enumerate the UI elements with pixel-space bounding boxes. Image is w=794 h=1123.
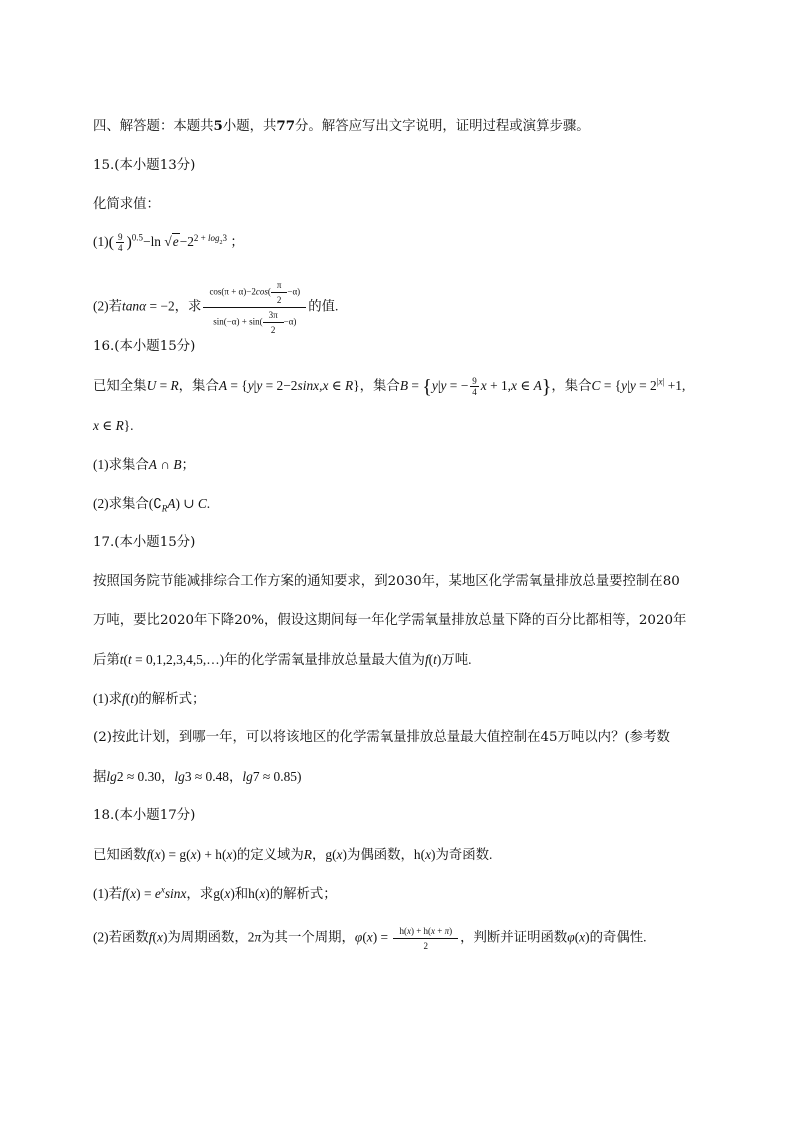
problem-17-part-2a: (2)按此计划，到哪一年，可以将该地区的化学需氧量排放总量最大值控制在45万吨以内？(参考数: [93, 730, 670, 745]
part-2-label: (2): [93, 298, 109, 314]
problem-15-part-2: (2)若tanα = −2，求 cos(π + α)−2cos( $\frac{\pi}{2}$ −α) sin(−α) + sin( $\frac{3\pi}{2}$ −α) 的值.: [93, 280, 339, 335]
problem-16-part-2: (2)求集合$(∁_RA)$ ∪ C.: [93, 496, 211, 514]
section-heading-mid: 小题，共: [222, 119, 277, 134]
problem-15-header: 15.(本小题13分): [93, 158, 196, 173]
total-points: 77: [276, 118, 296, 134]
question-count: 5: [213, 118, 223, 134]
section-heading: [93, 116, 704, 137]
problem-17-text-2: 万吨，要比2020年下降20%，假设这期间每一年化学需氧量排放总量下降的百分比都相等，2020年: [93, 613, 687, 628]
problem-17-part-1: (1)求f(t)的解析式；: [93, 691, 206, 706]
problem-16-intro-line1: 已知全集U = R，集合A = {y|y = 2−2sinx,x ∈ R}，集合B = {y|y = − $\frac{9}{4}$ x + 1,x ∈ A}，集合$C = \{y|y = 2^{|x|} +1$,: [93, 375, 686, 398]
problem-16-part-1: (1)求集合A ∩ B；: [93, 457, 195, 472]
problem-16-header: 16.(本小题15分): [93, 339, 196, 354]
problem-17-text-3: 后第t(t = 0,1,2,3,4,5,…)年的化学需氧量排放总量最大值为f(t)万吨.: [93, 652, 472, 667]
part-1-label: (1): [93, 234, 109, 249]
problem-16-intro-line2: x ∈ R}.: [93, 418, 134, 433]
problem-18-part-2: (2)若函数f(x)为周期函数，2π为其一个周期，φ(x) = $\frac{h(x) + h(x + \pi)}{2}$ ，判断并证明函数φ(x)的奇偶性.: [93, 926, 647, 951]
problem-15-intro: 化简求值：: [93, 197, 160, 212]
problem-18-part-1: (1)若$f(x) = e^x\sin x$，求g(x)和h(x)的解析式；: [93, 884, 337, 901]
problem-17-text-1: 按照国务院节能减排综合工作方案的通知要求，到2030年，某地区化学需氧量排放总量要控制在80: [93, 574, 680, 589]
section-heading-suffix: 分。解答应写出文字说明，证明过程或演算步骤。: [295, 119, 590, 134]
section-heading-prefix: 四、解答题：本题共: [93, 119, 214, 134]
problem-18-header: 18.(本小题17分): [93, 808, 196, 823]
problem-17-header: 17.(本小题15分): [93, 535, 196, 550]
problem-18-intro: 已知函数f(x) = g(x) + h(x)的定义域为R，g(x)为偶函数，h(x)为奇函数.: [93, 847, 493, 862]
problem-15-part-1: (1)( $\frac{9}{4}$ )$^{0.5}$−ln $√e-2^{2 + log_23}$ ；: [93, 232, 244, 254]
problem-17-part-2b: 据lg2 ≈ 0.30，lg3 ≈ 0.48，lg7 ≈ 0.85): [93, 769, 302, 784]
